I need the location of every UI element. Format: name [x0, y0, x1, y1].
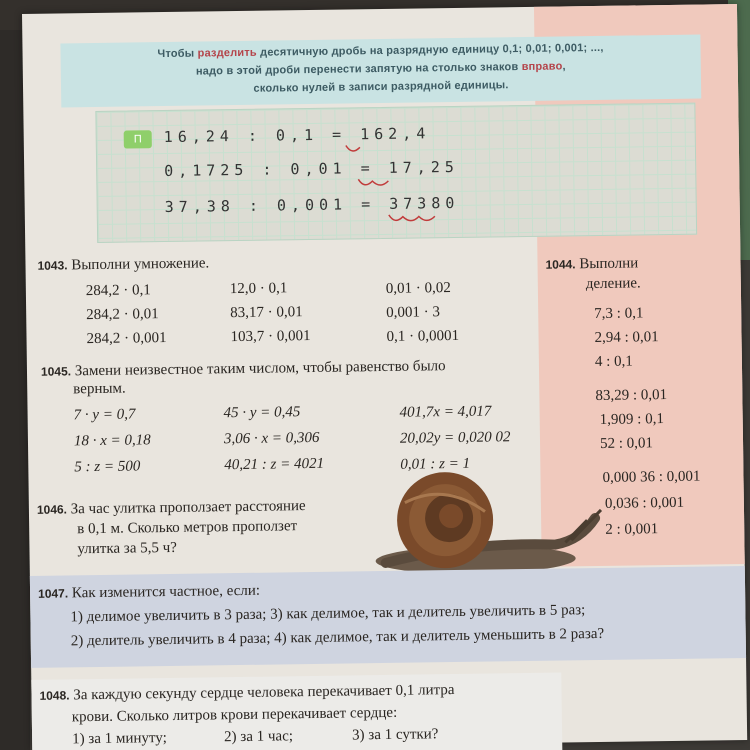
exercise-1044-heading: 1044. Выполни [545, 255, 639, 273]
ex1045-item: 20,02y = 0,020 02 [399, 429, 511, 447]
exercise-1043-heading: 1043. Выполни умножение. [37, 255, 210, 274]
comma-shift-arrow-2 [354, 177, 414, 194]
ex1044-item: 0,036 : 0,001 [604, 494, 685, 512]
ex1045-item: 45 · y = 0,45 [223, 404, 301, 422]
grid-row-2: 0,1725 : 0,01 = 17,25 [164, 157, 459, 181]
textbook-page [22, 4, 747, 750]
ex1044-item: 52 : 0,01 [599, 435, 654, 452]
ex1043-item: 83,17 · 0,01 [230, 304, 303, 322]
rule-line-3: сколько нулей в записи разрядной единицы. [253, 79, 509, 95]
exercise-1047-line-2: 1) делимое увеличить в 3 раза; 3) как делимое, так и делитель увеличить в 5 раз; [70, 602, 586, 626]
ex1044-item: 2,94 : 0,01 [594, 329, 659, 347]
comma-shift-arrow-1 [342, 143, 382, 160]
exercise-1047-line-3: 2) делитель увеличить в 4 раза; 4) как делимое, так и делитель уменьшить в 2 раза? [70, 625, 605, 650]
ex1043-item: 0,001 · 3 [386, 304, 441, 321]
example-badge: П [124, 130, 152, 148]
ex1045-item: 18 · x = 0,18 [73, 432, 151, 450]
exercise-1044-heading-2: деление. [585, 275, 641, 293]
exercise-1045-heading: 1045. Замени неизвестное таким числом, чтобы равенство было [40, 358, 446, 380]
ex1048-option: 2) за 1 час; [224, 728, 294, 746]
ex1045-item: 5 : z = 500 [74, 458, 141, 476]
ex1044-item: 83,29 : 0,01 [595, 387, 668, 405]
comma-shift-arrow-3 [385, 212, 465, 229]
exercise-1048-heading: 1048. За каждую секунду сердце человека перекачивает 0,1 литра [39, 682, 455, 704]
rule-highlight-right: вправо [521, 60, 563, 74]
ex1043-item: 0,01 · 0,02 [385, 280, 451, 297]
ex1045-item: 0,01 : z = 1 [400, 455, 471, 473]
ex1043-item: 103,7 · 0,001 [230, 328, 311, 346]
ex1044-item: 7,3 : 0,1 [594, 305, 644, 323]
rule-box [60, 35, 701, 108]
ex1048-option: 3) за 1 сутки? [351, 726, 439, 744]
ex1043-item: 284,2 · 0,01 [86, 306, 159, 324]
ex1045-item: 401,7x = 4,017 [399, 403, 492, 421]
grid-row-3: 37,38 : 0,001 = 37380 [164, 193, 460, 217]
exercise-1048-line-2: крови. Сколько литров крови перекачивает сердце: [71, 704, 398, 726]
ex1044-item: 1,909 : 0,1 [599, 411, 665, 428]
exercise-1046-line-3: улитка за 5,5 ч? [77, 539, 178, 558]
ex1045-item: 7 · y = 0,7 [73, 406, 136, 424]
ex1045-item: 40,21 : z = 4021 [224, 455, 325, 474]
ex1044-item: 2 : 0,001 [605, 521, 659, 538]
rule-line-1: Чтобы разделить десятичную дробь на разрядную единицу 0,1; 0,01; 0,001; ..., [157, 41, 604, 61]
rule-highlight-divide: разделить [197, 46, 257, 60]
ex1043-item: 0,1 · 0,0001 [386, 327, 460, 345]
ex1043-item: 284,2 · 0,1 [85, 282, 151, 300]
exercise-1046-line-2: в 0,1 м. Сколько метров проползет [77, 518, 298, 538]
exercise-1046-line-1: 1046. За час улитка проползает расстояние [36, 498, 306, 518]
ex1048-option: 1) за 1 минуту; [72, 730, 167, 748]
rule-line-2: надо в этой дроби перенести запятую на столько знаков вправо, [195, 60, 566, 78]
ex1043-item: 12,0 · 0,1 [229, 280, 288, 298]
ex1044-item: 4 : 0,1 [594, 353, 633, 371]
ex1045-item: 3,06 · x = 0,306 [223, 429, 320, 448]
exercise-1047-heading: 1047. Как изменится частное, если: [37, 582, 261, 602]
snail-illustration [364, 470, 606, 583]
exercise-1045-heading-2: верным. [73, 380, 126, 398]
grid-row-1: 16,24 : 0,1 = 162,4 [163, 124, 431, 147]
ex1043-item: 284,2 · 0,001 [86, 330, 167, 348]
ex1044-item: 0,000 36 : 0,001 [602, 468, 701, 486]
